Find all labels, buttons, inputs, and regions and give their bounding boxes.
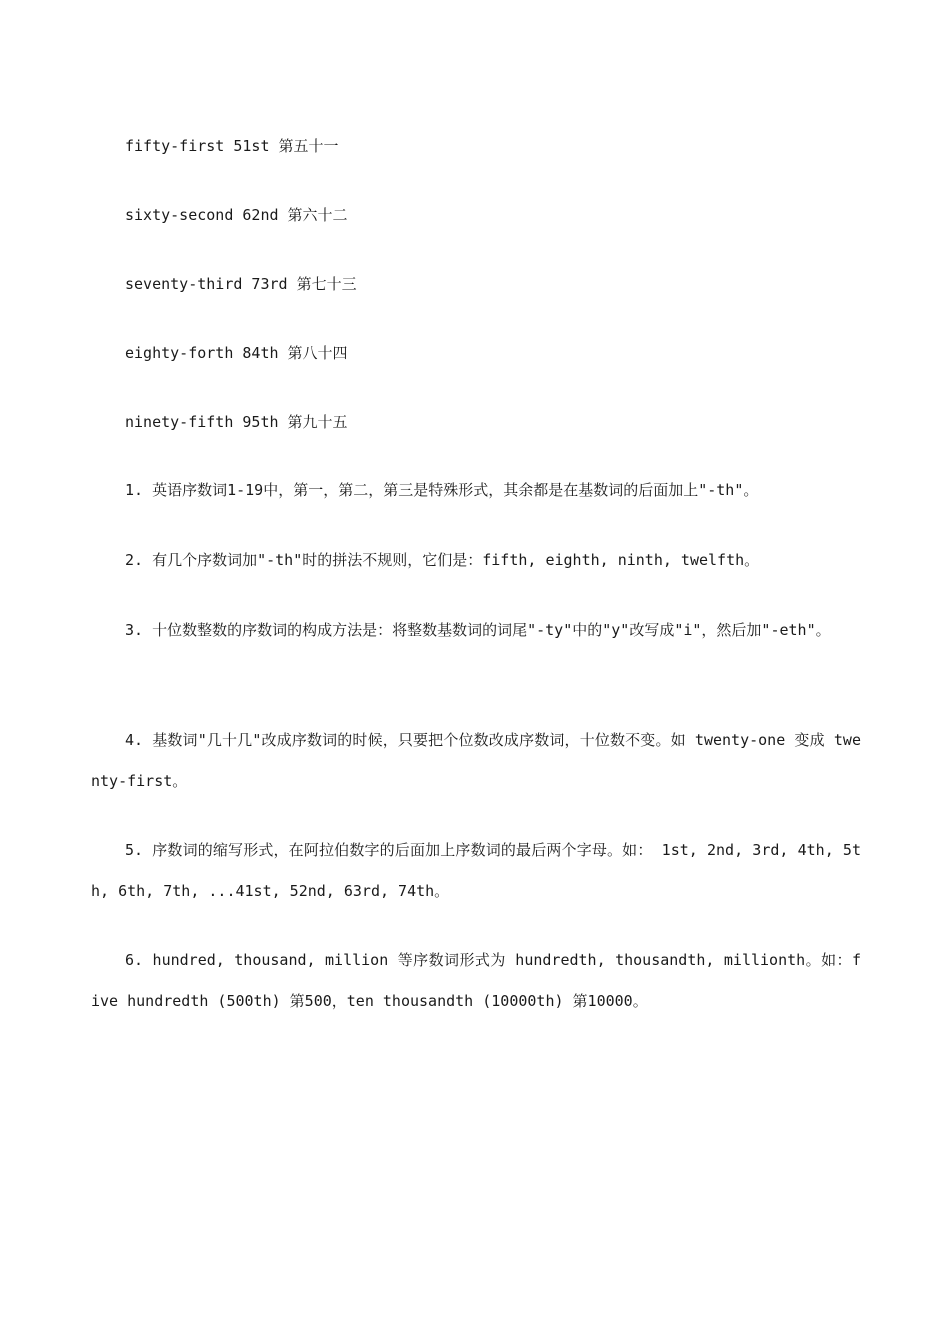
rule-2: 2. 有几个序数词加"-th"时的拼法不规则，它们是：fifth, eighth, ninth, twelfth。 [125, 551, 760, 569]
ordinal-example-62: sixty-second 62nd 第六十二 [125, 206, 348, 224]
rule-1: 1. 英语序数词1-19中，第一，第二，第三是特殊形式，其余都是在基数词的后面加上"-th"。 [125, 481, 759, 499]
rule-5: 5. 序数词的缩写形式，在阿拉伯数字的后面加上序数词的最后两个字母。如： 1st, 2nd, 3rd, 4th, 5th, 6th, 7th, ...41st, 52nd, 63rd, 74th。 [91, 841, 861, 900]
rule-6: 6. hundred, thousand, million 等序数词形式为 hundredth, thousandth, millionth。如：five hundredth (500th) 第500，ten thousandth (10000th) 第10000。 [91, 951, 861, 1010]
rule-4: 4. 基数词"几十几"改成序数词的时候，只要把个位数改成序数词，十位数不变。如 twenty-one 变成 twenty-first。 [91, 731, 861, 790]
rule-3: 3. 十位数整数的序数词的构成方法是：将整数基数词的词尾"-ty"中的"y"改写成"i"，然后加"-eth"。 [125, 621, 831, 639]
ordinal-example-73: seventy-third 73rd 第七十三 [125, 275, 357, 293]
ordinal-example-95: ninety-fifth 95th 第九十五 [125, 413, 348, 431]
ordinal-example-51: fifty-first 51st 第五十一 [125, 137, 339, 155]
ordinal-example-84: eighty-forth 84th 第八十四 [125, 344, 348, 362]
